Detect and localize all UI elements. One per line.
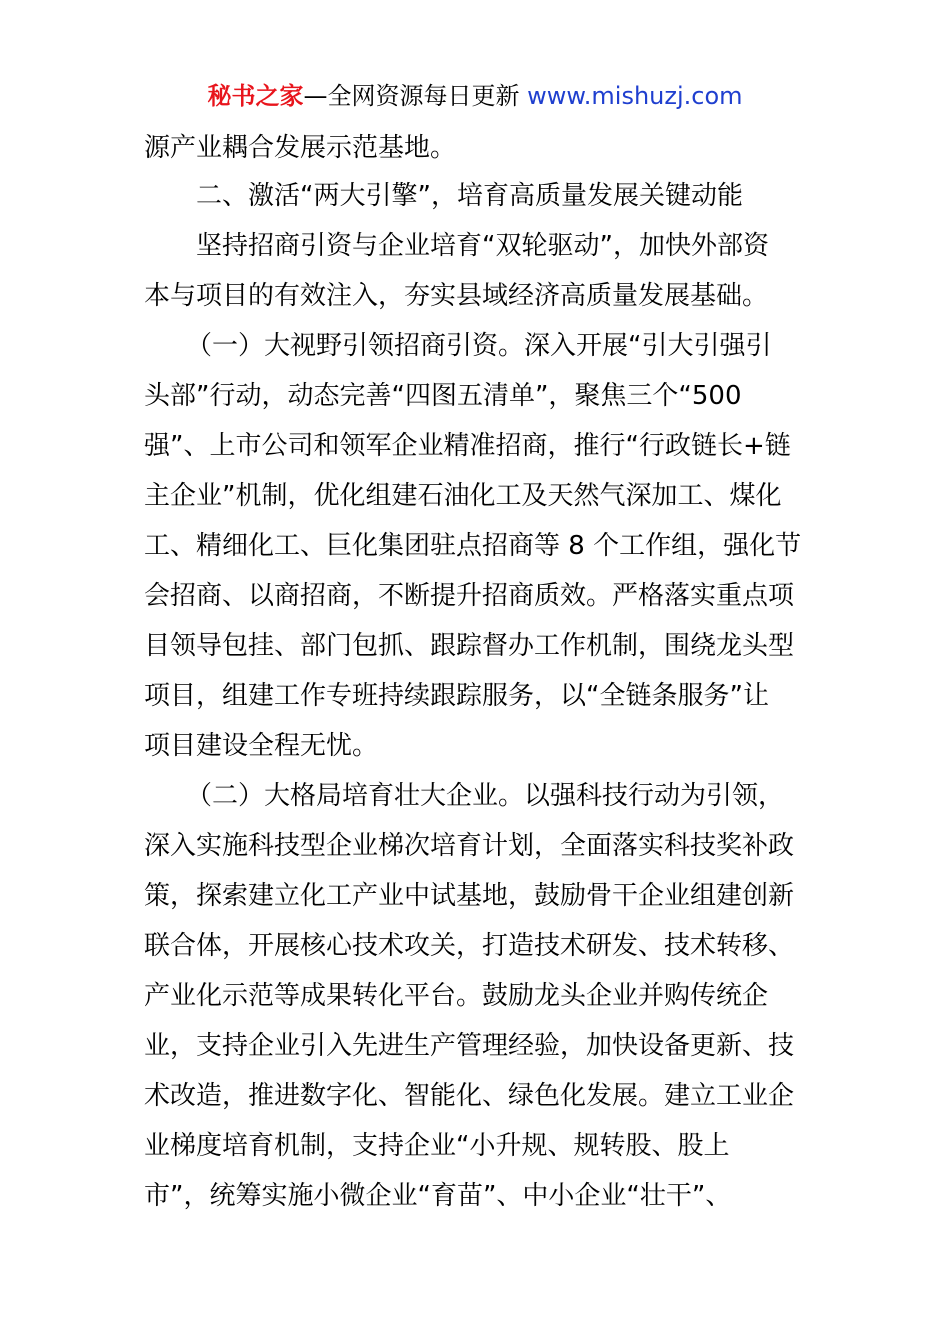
text-line: 主企业”机制，优化组建石油化工及天然气深加工、煤化 [144,481,782,511]
text-line: 强”、上市公司和领军企业精准招商，推行“行政链长+链 [144,431,791,461]
text-line: 本与项目的有效注入，夯实县域经济高质量发展基础。 [144,281,769,311]
text-line: 会招商、以商招商，不断提升招商质效。严格落实重点项 [144,581,795,611]
text-line: 联合体，开展核心技术攻关，打造技术研发、技术转移、 [144,931,795,961]
text-line: 工、精细化工、巨化集团驻点招商等 8 个工作组，强化节 [144,531,802,561]
text-line: 目领导包挂、部门包抓、跟踪督办工作机制，围绕龙头型 [144,631,795,661]
text-line: 产业化示范等成果转化平台。鼓励龙头企业并购传统企 [144,981,769,1011]
text-line: 策，探索建立化工产业中试基地，鼓励骨干企业组建创新 [144,881,795,911]
section-heading: 二、激活“两大引擎”，培育高质量发展关键动能 [196,181,743,211]
text-line: 项目，组建工作专班持续跟踪服务，以“全链条服务”让 [144,681,769,711]
site-brand: 秘书之家 [207,82,304,110]
text-line: 市”，统筹实施小微企业“育苗”、中小企业“壮干”、 [144,1181,732,1211]
site-tagline: —全网资源每日更新 [303,82,528,110]
text-line: 深入实施科技型企业梯次培育计划，全面落实科技奖补政 [144,831,795,861]
text-line: 业，支持企业引入先进生产管理经验，加快设备更新、技 [144,1031,795,1061]
subsection-line: （一）大视野引领招商引资。深入开展“引大引强引 [186,331,772,361]
text-line: 坚持招商引资与企业培育“双轮驱动”，加快外部资 [196,231,769,261]
site-url-link[interactable]: www.mishuzj.com [527,82,743,110]
subsection-line: （二）大格局培育壮大企业。以强科技行动为引领， [186,781,785,811]
site-header [0,78,950,114]
text-line: 业梯度培育机制，支持企业“小升规、规转股、股上 [144,1131,730,1161]
text-line: 术改造，推进数字化、智能化、绿色化发展。建立工业企 [144,1081,795,1111]
text-line: 源产业耦合发展示范基地。 [144,133,457,163]
text-line: 头部”行动，动态完善“四图五清单”，聚焦三个“500 [144,381,742,411]
text-line: 项目建设全程无忧。 [144,731,379,761]
